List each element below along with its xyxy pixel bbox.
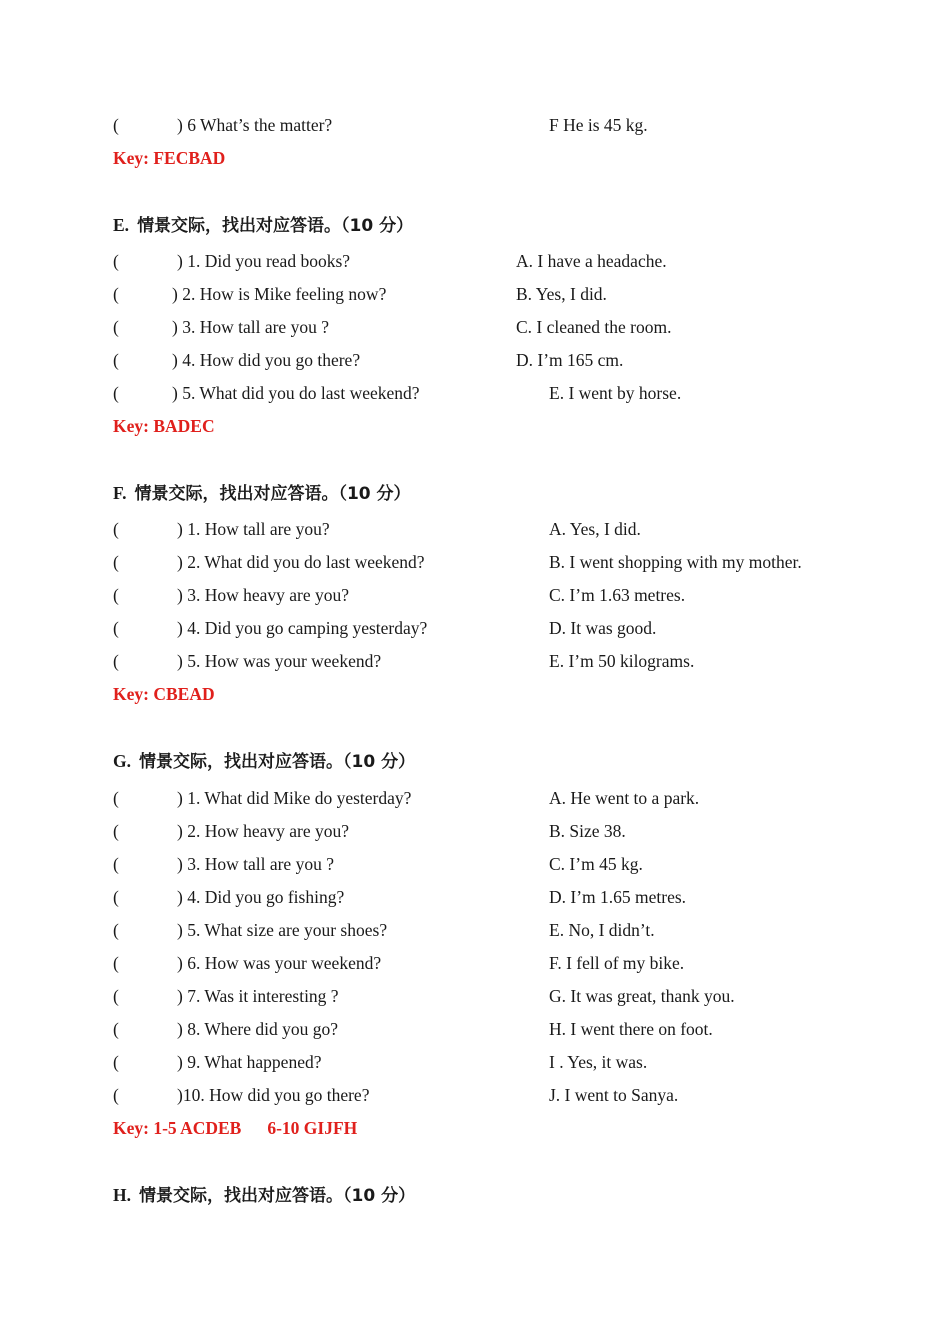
question-text: ) 1. How tall are you?	[177, 519, 330, 539]
section-title: 情景交际，找出对应答语。（10 分）	[134, 484, 411, 504]
answer-text: B. Size 38.	[549, 821, 626, 841]
question-text: ) 3. How tall are you ?	[177, 854, 334, 874]
answer-key: Key: BADEC	[113, 416, 215, 436]
answer-text: E. No, I didn’t.	[549, 920, 655, 940]
blank-paren: (	[113, 383, 119, 403]
answer-text: G. It was great, thank you.	[549, 986, 735, 1006]
answer-text: J. I went to Sanya.	[549, 1085, 679, 1105]
question-text: ) 5. What did you do last weekend?	[172, 383, 420, 403]
blank-paren: (	[113, 887, 119, 907]
question-text: ) 3. How heavy are you?	[177, 585, 350, 605]
question-text: )10. How did you go there?	[177, 1085, 370, 1105]
answer-text: A. He went to a park.	[549, 788, 700, 808]
answer-text: E. I’m 50 kilograms.	[549, 651, 695, 671]
blank-paren: (	[113, 1019, 119, 1039]
section-label: H.	[113, 1185, 131, 1205]
question-text: ) 4. Did you go fishing?	[177, 887, 345, 907]
section-label: G.	[113, 751, 131, 771]
answer-text: F He is 45 kg.	[549, 115, 648, 135]
section-heading-e	[113, 212, 413, 238]
answer-key-part1: Key: 1-5 ACDEB	[113, 1118, 242, 1138]
question-text: ) 4. Did you go camping yesterday?	[177, 618, 428, 638]
answer-key: Key: FECBAD	[113, 148, 226, 168]
blank-paren: (	[113, 115, 119, 135]
answer-text: A. I have a headache.	[516, 251, 667, 271]
question-text: ) 2. How heavy are you?	[177, 821, 350, 841]
answer-key	[113, 1116, 357, 1140]
question-text: ) 1. Did you read books?	[177, 251, 351, 271]
blank-paren: (	[113, 953, 119, 973]
section-title: 情景交际，找出对应答语。（10 分）	[139, 1186, 416, 1206]
section-heading-f	[113, 480, 411, 506]
answer-text: D. I’m 1.65 metres.	[549, 887, 687, 907]
blank-paren: (	[113, 821, 119, 841]
blank-paren: (	[113, 519, 119, 539]
answer-text: B. I went shopping with my mother.	[549, 552, 802, 572]
blank-paren: (	[113, 920, 119, 940]
blank-paren: (	[113, 1052, 119, 1072]
question-text: ) 9. What happened?	[177, 1052, 322, 1072]
blank-paren: (	[113, 251, 119, 271]
question-text: ) 3. How tall are you ?	[172, 317, 329, 337]
section-heading-h	[113, 1182, 415, 1208]
blank-paren: (	[113, 585, 119, 605]
answer-key-part2: 6-10 GIJFH	[267, 1118, 358, 1138]
blank-paren: (	[113, 788, 119, 808]
section-heading-g	[113, 748, 415, 774]
answer-text: C. I’m 45 kg.	[549, 854, 643, 874]
section-title: 情景交际，找出对应答语。（10 分）	[137, 216, 414, 236]
answer-text: B. Yes, I did.	[516, 284, 607, 304]
question-text: ) 2. What did you do last weekend?	[177, 552, 425, 572]
answer-text: I . Yes, it was.	[549, 1052, 648, 1072]
blank-paren: (	[113, 552, 119, 572]
answer-key: Key: CBEAD	[113, 684, 215, 704]
answer-text: H. I went there on foot.	[549, 1019, 713, 1039]
answer-text: E. I went by horse.	[549, 383, 682, 403]
section-label: F.	[113, 483, 127, 503]
answer-text: D. It was good.	[549, 618, 657, 638]
answer-text: C. I cleaned the room.	[516, 317, 672, 337]
question-text: ) 7. Was it interesting ?	[177, 986, 339, 1006]
question-text: ) 5. How was your weekend?	[177, 651, 382, 671]
answer-text: C. I’m 1.63 metres.	[549, 585, 686, 605]
section-title: 情景交际，找出对应答语。（10 分）	[139, 752, 416, 772]
blank-paren: (	[113, 986, 119, 1006]
question-text: ) 6. How was your weekend?	[177, 953, 382, 973]
question-text: ) 2. How is Mike feeling now?	[172, 284, 387, 304]
question-text: ) 5. What size are your shoes?	[177, 920, 388, 940]
blank-paren: (	[113, 284, 119, 304]
question-text: ) 8. Where did you go?	[177, 1019, 339, 1039]
answer-text: A. Yes, I did.	[549, 519, 641, 539]
blank-paren: (	[113, 1085, 119, 1105]
question-text: ) 6 What’s the matter?	[177, 115, 333, 135]
question-text: ) 4. How did you go there?	[172, 350, 361, 370]
question-text: ) 1. What did Mike do yesterday?	[177, 788, 412, 808]
blank-paren: (	[113, 651, 119, 671]
blank-paren: (	[113, 317, 119, 337]
answer-text: D. I’m 165 cm.	[516, 350, 624, 370]
blank-paren: (	[113, 350, 119, 370]
blank-paren: (	[113, 854, 119, 874]
blank-paren: (	[113, 618, 119, 638]
answer-text: F. I fell of my bike.	[549, 953, 685, 973]
section-label: E.	[113, 215, 130, 235]
